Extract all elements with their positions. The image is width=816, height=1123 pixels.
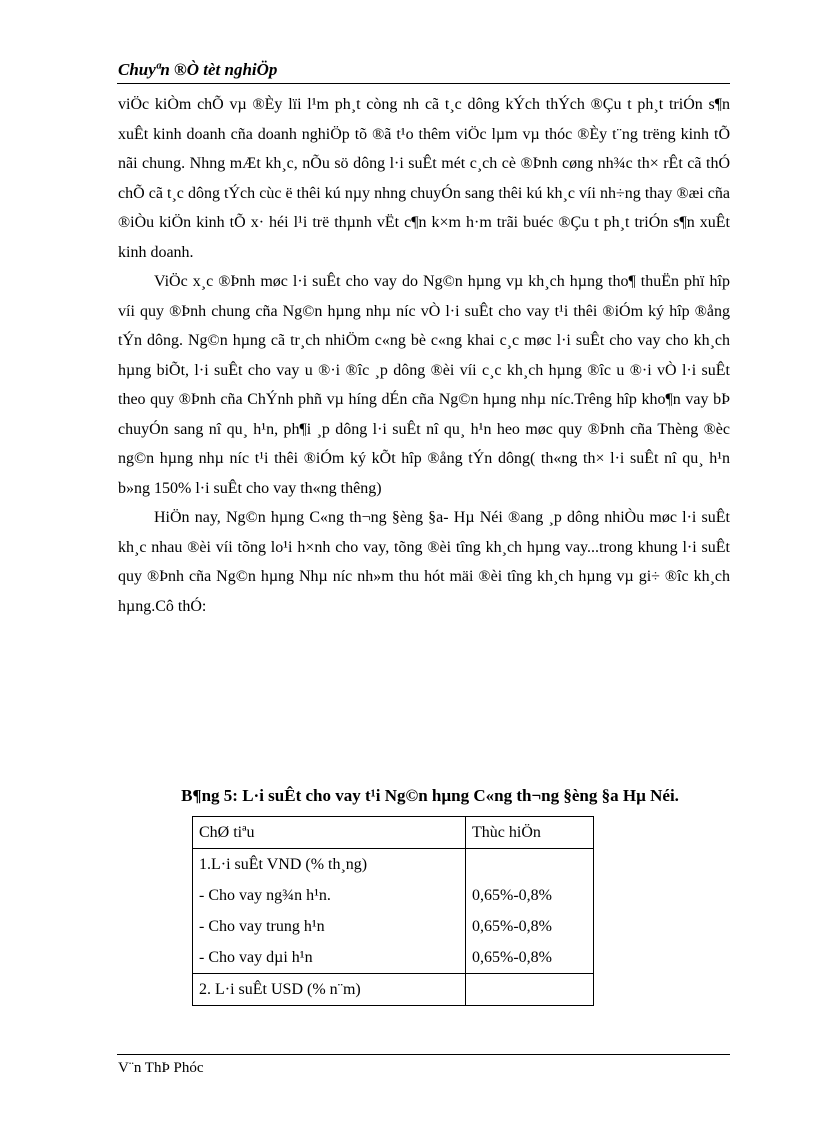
table-row xyxy=(193,974,594,1006)
page-header-title: Chuyªn ®Ò tèt nghiÖp xyxy=(118,60,278,79)
paragraph: ViÖc x¸c ®Þnh møc l·i suÊt cho vay do Ng©n hµng vµ kh¸ch hµng tho¶ thuËn phï hîp víi quy ®Þnh chung cña Ng©n hµng nhµ níc vÒ l·i suÊt cho vay t¹i thêi ®iÓm ký hîp ®ång tÝn dông. Ng©n hµng cã tr¸ch nhiÖm c«ng bè c«ng khai c¸c møc l·i suÊt cho vay cho kh¸ch hµng biÕt, l·i suÊt cho vay u ®·i ®îc ¸p dông ®èi víi c¸c kh¸ch hµng ®îc u ®·i vÒ l·i suÊt theo quy ®Þnh cña ChÝnh phñ vµ híng dÉn cña Ng©n hµng nhµ níc.Trêng hîp kho¶n vay bÞ chuyÓn sang nî qu¸ h¹n, ph¶i ¸p dông l·i suÊt nî qu¸ h¹n heo møc quy ®Þnh cña Thèng ®èc ng©n hµng nhµ níc t¹i thêi ®iÓm ký kÕt hîp ®ång tÝn dông( th«ng th× l·i suÊt nî qu¸ h¹n b»ng 150% l·i suÊt cho vay th«ng thêng) xyxy=(118,273,730,497)
table-header-row xyxy=(193,817,594,849)
group-title: 2. L·i suÊt USD (% n¨m) xyxy=(199,981,361,998)
column-header-indicator: ChØ tiªu xyxy=(193,817,466,849)
vnd-rates-cell xyxy=(193,849,466,974)
row-label: - Cho vay dµi h¹n xyxy=(199,949,313,966)
paragraph: HiÖn nay, Ng©n hµng C«ng th¬ng §èng §a- Hµ Néi ®ang ¸p dông nhiÒu møc l·i suÊt kh¸c nhau ®èi víi tõng lo¹i h×nh cho vay, tõng ®èi tîng kh¸ch hµng vay...trong khung l·i suÊt quy ®Þnh cña Ng©n hµng Nhµ níc nh»m thu hót mäi ®èi tîng kh¸ch hµng vµ gi÷ ®îc kh¸ch hµng.Cô thÓ: xyxy=(118,509,730,615)
usd-rates-cell xyxy=(193,974,466,1006)
footer-author: V¨n ThÞ Phóc xyxy=(118,1060,204,1076)
header-divider xyxy=(117,83,730,84)
vnd-values-cell xyxy=(466,849,594,974)
row-value: 0,65%-0,8% xyxy=(472,949,552,966)
row-value: 0,65%-0,8% xyxy=(472,918,552,935)
table-row xyxy=(193,849,594,974)
row-label: - Cho vay ng¾n h¹n. xyxy=(199,887,331,904)
paragraph: viÖc kiÒm chÕ vµ ®Èy lïi l¹m ph¸t còng nh cã t¸c dông kÝch thÝch ®Çu t ph¸t triÓn s¶n xuÊt kinh doanh cña doanh nghiÖp tõ ®ã t¹o thêm viÖc lµm vµ thóc ®Èy t¨ng trëng kinh tÕ nãi chung. Nhng mÆt kh¸c, nÕu sö dông l·i suÊt mét c¸ch cè ®Þnh cøng nh¾c th× rÊt cã thÓ chÕ cã t¸c dông tÝch cùc ë thêi kú nµy nhng chuyÓn sang thêi kú kh¸c víi nh÷ng thay ®æi cña ®iÒu kiÖn kinh tÕ x· héi l¹i trë thµnh vËt c¶n k×m h·m trãi buéc ®Çu t ph¸t triÓn s¶n xuÊt kinh doanh. xyxy=(118,96,730,261)
group-title: 1.L·i suÊt VND (% th¸ng) xyxy=(199,856,368,873)
usd-values-cell xyxy=(466,974,594,1006)
column-header-result: Thùc hiÖn xyxy=(466,817,594,849)
row-label: - Cho vay trung h¹n xyxy=(199,918,325,935)
footer-divider xyxy=(117,1054,730,1055)
body-text xyxy=(118,90,730,621)
interest-rate-table xyxy=(192,816,594,1006)
row-value: 0,65%-0,8% xyxy=(472,887,552,904)
table-caption: B¶ng 5: L·i suÊt cho vay t¹i Ng©n hµng C«ng th¬ng §èng §a Hµ Néi. xyxy=(181,786,679,805)
